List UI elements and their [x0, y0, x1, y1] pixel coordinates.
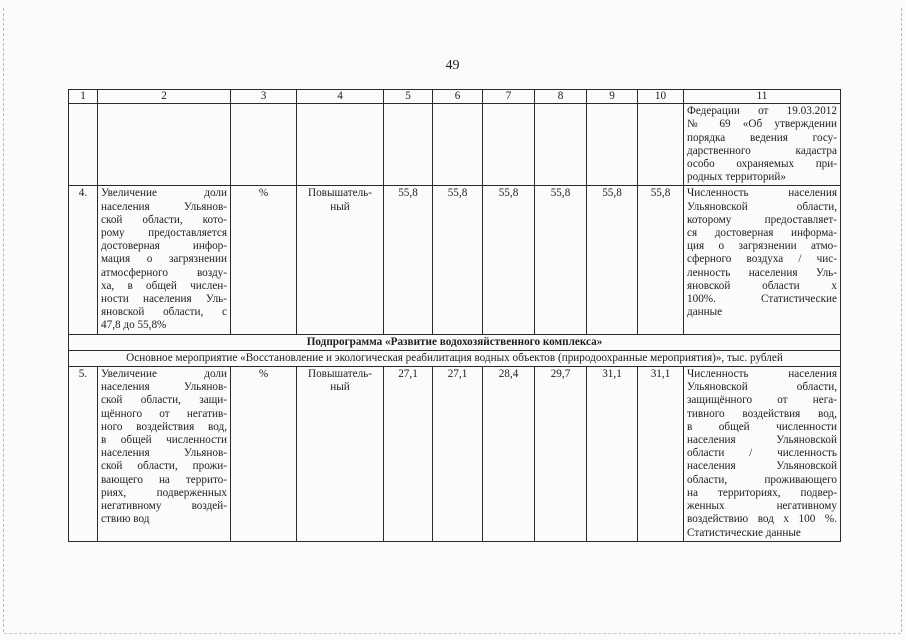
- header-cell: 1: [69, 90, 98, 104]
- value-cell: 55,8: [587, 186, 638, 334]
- method-cell: Численность населения Ульяновской области, которому предоставляет- ся достоверная информа- ция о загрязнении атмо- сферного воздуха / чис- ленность населения Уль- яновской области х 100%. Статистические данные: [684, 186, 841, 334]
- page-edge-right: [901, 8, 902, 632]
- value-cell: 55,8: [483, 186, 535, 334]
- value-cell: 55,8: [638, 186, 684, 334]
- subprogram-title: Подпрограмма «Развитие водохозяйственного комплекса»: [69, 334, 841, 350]
- value-cell: 29,7: [535, 367, 587, 542]
- header-cell: 5: [384, 90, 433, 104]
- header-cell: 3: [231, 90, 297, 104]
- header-cell: 9: [587, 90, 638, 104]
- main-event-title: Основное мероприятие «Восстановление и экологическая реабилитация водных объектов (природоохранные мероприятия)», тыс. рублей: [69, 350, 841, 366]
- value-cell: 55,8: [433, 186, 483, 334]
- continuation-row: [69, 104, 841, 186]
- indicator-name-cell: Увеличение доли населения Ульянов- ской области, защи- щённого от негатив- ного воздействия вод, в общей численности населения Ульянов- ской области, прожи- вающего на террито- риях, подверженных негативному воздей- ствию вод: [98, 367, 231, 542]
- header-cell: 8: [535, 90, 587, 104]
- unit-cell: %: [231, 367, 297, 542]
- value-cell: 28,4: [483, 367, 535, 542]
- header-cell: 11: [684, 90, 841, 104]
- value-cell: 55,8: [535, 186, 587, 334]
- header-cell: 7: [483, 90, 535, 104]
- value-cell: 27,1: [384, 367, 433, 542]
- direction-cell: Повышатель- ный: [297, 367, 384, 542]
- indicators-table: [68, 89, 841, 542]
- value-cell: 31,1: [638, 367, 684, 542]
- row-number: 5.: [69, 367, 98, 542]
- value-cell: 31,1: [587, 367, 638, 542]
- method-cell: Численность населения Ульяновской области, защищённого от нега- тивного воздействия вод, в общей численности населения Ульяновской области / численность населения Ульяновской области, проживающего на территориях, подвер- женных негативному воздействию вод х 100 %. Статистические данные: [684, 367, 841, 542]
- page-edge-left: [3, 8, 4, 632]
- indicator-name-cell: Увеличение доли населения Ульянов- ской области, кото- рому предоставляется достоверная инфор- мация о загрязнении атмосферного возду- ха, в общей числен- ности населения Уль- яновской области, с 47,8 до 55,8%: [98, 186, 231, 334]
- direction-cell: Повышатель- ный: [297, 186, 384, 334]
- main-event-row: [69, 350, 841, 366]
- header-cell: 2: [98, 90, 231, 104]
- unit-cell: %: [231, 186, 297, 334]
- row-number: 4.: [69, 186, 98, 334]
- header-row: [69, 90, 841, 104]
- value-cell: 55,8: [384, 186, 433, 334]
- table-row-4: [69, 186, 841, 334]
- value-cell: 27,1: [433, 367, 483, 542]
- header-cell: 10: [638, 90, 684, 104]
- continuation-method-cell: Федерации от 19.03.2012 № 69 «Об утверждении порядка ведения госу- дарственного кадастра особо охраняемых при- родных территорий»: [684, 104, 841, 186]
- subprogram-row: [69, 334, 841, 350]
- page-number: 49: [445, 58, 460, 73]
- header-cell: 4: [297, 90, 384, 104]
- table-row-5: [69, 367, 841, 542]
- page-edge-bottom: [4, 633, 901, 634]
- header-cell: 6: [433, 90, 483, 104]
